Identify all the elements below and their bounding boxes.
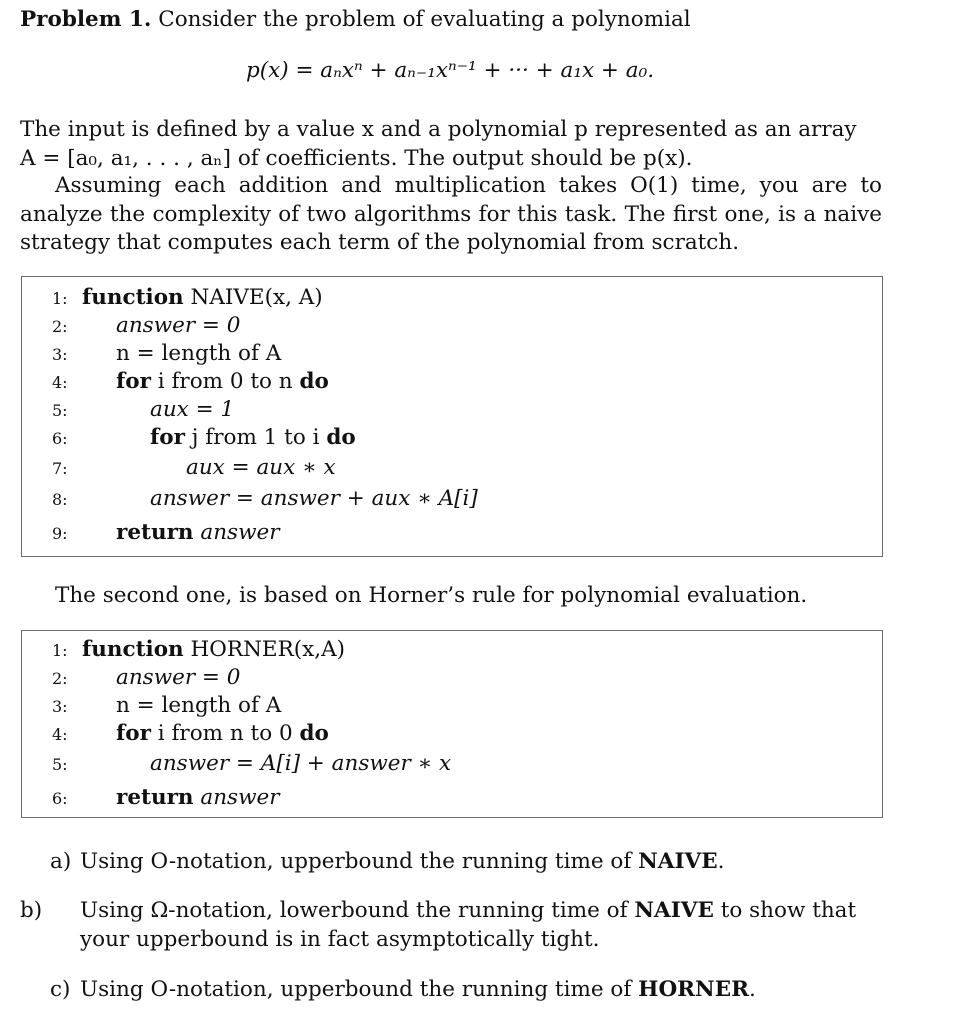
line-number: 2: (52, 317, 68, 336)
keyword-function: function (82, 285, 184, 310)
code-text: i from 0 to n (157, 369, 293, 394)
code-text: aux = aux ∗ x (186, 455, 336, 480)
algorithm-name: HORNER (638, 977, 749, 1002)
line-number: 4: (52, 373, 68, 392)
horner-line-4 (22, 721, 882, 749)
horner-algorithm-box (21, 630, 883, 818)
keyword-for: for (150, 425, 185, 450)
code-text: aux = 1 (150, 397, 235, 422)
code-text: answer = A[i] + answer ∗ x (150, 751, 452, 776)
question-b (20, 897, 912, 954)
question-text-end: . (748, 977, 756, 1002)
naive-line-7 (22, 455, 882, 483)
code-text: n = length of A (116, 693, 282, 718)
equation-text: p(x) = aₙxⁿ + aₙ₋₁xⁿ⁻¹ + ··· + a₁x + a₀. (245, 58, 655, 83)
line-number: 5: (52, 401, 68, 420)
line-number: 1: (52, 641, 68, 660)
question-text: Using O-notation, upperbound the running time of (80, 849, 639, 874)
horner-intro: The second one, is based on Horner’s rule for polynomial evaluation. (55, 583, 808, 608)
function-args: (x,A) (293, 637, 346, 662)
algorithm-name: NAIVE (638, 849, 718, 874)
line-number: 8: (52, 490, 68, 509)
line-number: 4: (52, 725, 68, 744)
naive-algorithm-box (21, 276, 883, 557)
paragraph-line-1: The input is defined by a value x and a polynomial p represented as an array (20, 117, 857, 142)
line-number: 1: (52, 289, 68, 308)
question-c (50, 976, 882, 1005)
horner-line-5 (22, 751, 882, 779)
line-number: 3: (52, 345, 68, 364)
keyword-do: do (299, 369, 329, 394)
function-args: (x, A) (264, 285, 323, 310)
naive-line-3 (22, 341, 882, 369)
paragraph-input-output (20, 116, 882, 173)
keyword-for: for (116, 369, 151, 394)
code-text: j from 1 to i (191, 425, 320, 450)
naive-line-6 (22, 425, 882, 453)
code-text: answer (200, 520, 280, 545)
paragraph-assumption: Assuming each addition and multiplication takes O(1) time, you are to analyze the complexity of two algorithms for this task. The first one, is a naive strategy that computes each term of the polynomial from scratch. (20, 173, 882, 255)
horner-line-6 (22, 785, 882, 813)
problem-intro (20, 6, 882, 35)
line-number: 3: (52, 697, 68, 716)
problem-label: Problem 1. (20, 7, 152, 32)
line-number: 7: (52, 459, 68, 478)
question-tag: a) (50, 849, 72, 874)
line-number: 6: (52, 789, 68, 808)
code-text: answer = 0 (116, 313, 241, 338)
keyword-return: return (116, 520, 194, 545)
line-number: 6: (52, 429, 68, 448)
question-text-end: . (717, 849, 725, 874)
naive-line-1 (22, 285, 882, 313)
paragraph-line-2: A = [a₀, a₁, . . . , aₙ] of coefficients. The output should be p(x). (20, 145, 693, 171)
keyword-do: do (326, 425, 356, 450)
question-text-end: to show that your upperbound is in fact asymptotically tight. (80, 898, 857, 952)
keyword-for: for (116, 721, 151, 746)
line-number: 9: (52, 524, 68, 543)
keyword-return: return (116, 785, 194, 810)
algorithm-name: NAIVE (634, 898, 714, 923)
question-a (50, 848, 882, 877)
naive-line-2 (22, 313, 882, 341)
code-text: answer = answer + aux ∗ A[i] (150, 486, 478, 511)
keyword-function: function (82, 637, 184, 662)
code-text: i from n to 0 (157, 721, 293, 746)
keyword-do: do (299, 721, 329, 746)
horner-line-2 (22, 665, 882, 693)
horner-line-1 (22, 637, 882, 665)
function-name-horner: HORNER (190, 637, 294, 662)
naive-line-4 (22, 369, 882, 397)
question-tag: c) (50, 977, 71, 1002)
code-text: n = length of A (116, 341, 282, 366)
question-tag: b) (20, 898, 43, 923)
line-number: 5: (52, 755, 68, 774)
question-text: Using O-notation, upperbound the running time of (80, 977, 639, 1002)
code-text: answer (200, 785, 280, 810)
naive-line-5 (22, 397, 882, 425)
line-number: 2: (52, 669, 68, 688)
naive-line-9 (22, 520, 882, 548)
problem-intro-text: Consider the problem of evaluating a polynomial (158, 7, 691, 32)
function-name-naive: NAIVE (190, 285, 265, 310)
code-text: answer = 0 (116, 665, 241, 690)
polynomial-equation (0, 58, 900, 83)
question-text: Using Ω-notation, lowerbound the running time of (80, 898, 635, 923)
horner-line-3 (22, 693, 882, 721)
naive-line-8 (22, 486, 882, 514)
